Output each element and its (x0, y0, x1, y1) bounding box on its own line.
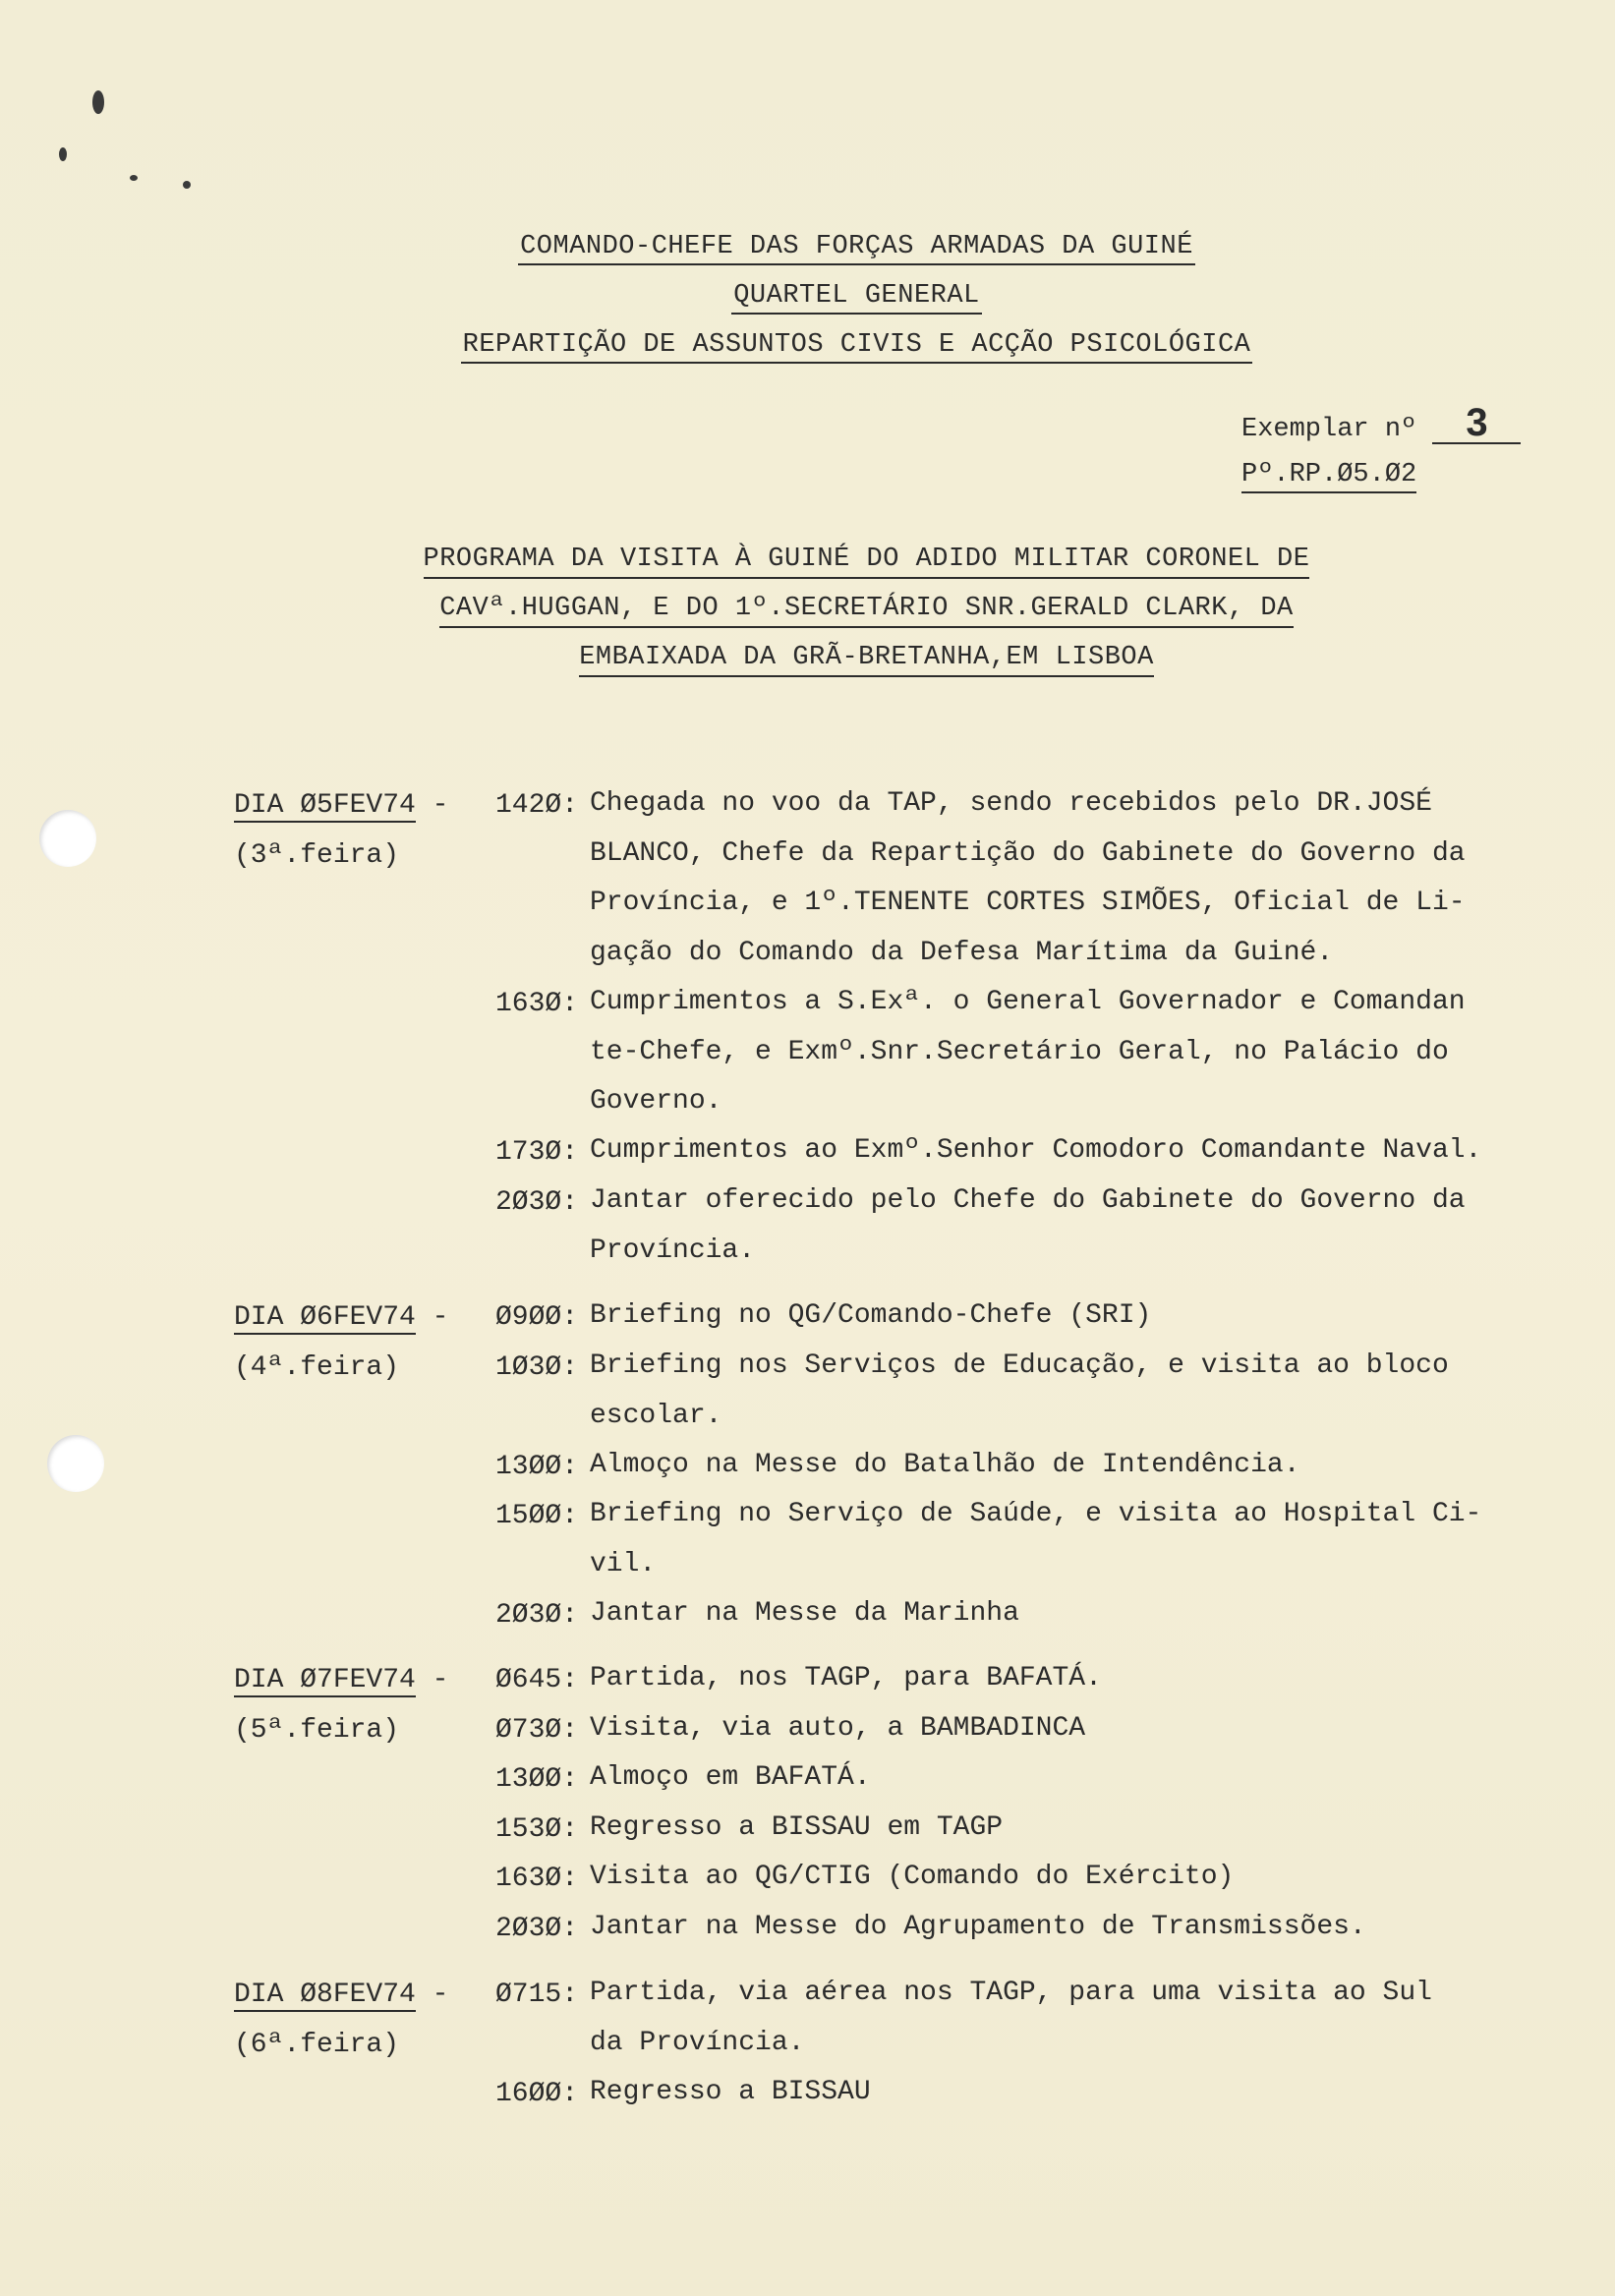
day-date: DIA Ø7FEV74 (234, 1665, 416, 1695)
entry-time: 16ØØ: (494, 2079, 578, 2109)
entry-time: 13ØØ: (494, 1764, 578, 1795)
day-label: DIA Ø6FEV74 - (234, 1302, 449, 1333)
entry-time: 173Ø: (494, 1137, 578, 1168)
exemplar-block (1241, 403, 1521, 444)
entry-time: 2Ø3Ø: (494, 1187, 578, 1218)
title-text-3: EMBAIXADA DA GRÃ-BRETANHA,EM LISBOA (579, 643, 1154, 677)
entry-line: Almoço na Messe do Batalhão de Intendência. (590, 1450, 1300, 1480)
entry-description (590, 779, 1548, 978)
entry-line: vil. (590, 1548, 657, 1579)
ink-speck (92, 90, 104, 114)
day-date: DIA Ø5FEV74 (234, 790, 416, 821)
entry-line: Briefing no Serviço de Saúde, e visita ao Hospital Ci- (590, 1499, 1482, 1529)
entry-description (590, 1969, 1548, 2068)
entry-time: 153Ø: (494, 1814, 578, 1845)
day-weekday: (4ª.feira) (234, 1352, 400, 1383)
title-line-2 (0, 594, 1615, 623)
entry-time: Ø715: (494, 1980, 578, 2010)
header-line-3 (0, 330, 1615, 360)
day-weekday: (3ª.feira) (234, 840, 400, 871)
entry-description (590, 1177, 1548, 1276)
punch-hole-top (39, 810, 96, 867)
entry-description (590, 1853, 1548, 1903)
day-date: DIA Ø8FEV74 (234, 1980, 416, 2010)
day-label: DIA Ø7FEV74 - (234, 1665, 449, 1695)
entry-time: 2Ø3Ø: (494, 1600, 578, 1631)
entry-line: Regresso a BISSAU em TAGP (590, 1812, 1004, 1843)
day-label: DIA Ø5FEV74 - (234, 790, 449, 821)
entry-line: BLANCO, Chefe da Repartição do Gabinete do Governo da (590, 837, 1466, 869)
ink-speck (183, 181, 191, 189)
entry-description (590, 1589, 1548, 1639)
entry-description (590, 1804, 1548, 1854)
title-text-2: CAVª.HUGGAN, E DO 1º.SECRETÁRIO SNR.GERALD CLARK, DA (439, 594, 1294, 628)
entry-line: Briefing no QG/Comando-Chefe (SRI) (590, 1300, 1152, 1331)
entry-time: 1Ø3Ø: (494, 1352, 578, 1383)
entry-description (590, 978, 1548, 1127)
entry-line: Chegada no voo da TAP, sendo recebidos pelo DR.JOSÉ (590, 788, 1432, 819)
entry-description (590, 1753, 1548, 1804)
entry-line: Jantar na Messe do Agrupamento de Transmissões. (590, 1912, 1366, 1942)
header-reparticao: REPARTIÇÃO DE ASSUNTOS CIVIS E ACÇÃO PSICOLÓGICA (461, 330, 1253, 364)
exemplar-number: 3 (1432, 403, 1521, 444)
header-org-name: COMANDO-CHEFE DAS FORÇAS ARMADAS DA GUINÉ (518, 232, 1195, 265)
entry-description (590, 1126, 1548, 1177)
day-date: DIA Ø6FEV74 (234, 1302, 416, 1333)
day-label: DIA Ø8FEV74 - (234, 1980, 449, 2010)
entry-line: Jantar oferecido pelo Chefe do Gabinete do Governo da (590, 1185, 1466, 1216)
entry-line: Jantar na Messe da Marinha (590, 1598, 1019, 1629)
entry-description (590, 1292, 1548, 1342)
ink-speck (130, 175, 138, 181)
entry-line: Governo. (590, 1086, 722, 1117)
entry-time: Ø645: (494, 1665, 578, 1695)
entry-time: 13ØØ: (494, 1452, 578, 1482)
entry-line: Almoço em BAFATÁ. (590, 1762, 871, 1793)
entry-line: Visita ao QG/CTIG (Comando do Exército) (590, 1862, 1235, 1892)
entry-time: 142Ø: (494, 790, 578, 821)
title-text-1: PROGRAMA DA VISITA À GUINÉ DO ADIDO MILITAR CORONEL DE (424, 545, 1310, 579)
title-line-3 (0, 643, 1615, 672)
entry-description (590, 1654, 1548, 1704)
title-line-1 (0, 545, 1615, 574)
entry-line: Província. (590, 1234, 756, 1266)
entry-description (590, 2068, 1548, 2118)
header-line-1 (0, 232, 1615, 261)
header-line-2 (0, 281, 1615, 311)
exemplar-label: Exemplar nº (1241, 415, 1417, 444)
entry-time: 2Ø3Ø: (494, 1914, 578, 1944)
entry-line: Briefing nos Serviços de Educação, e visita ao bloco (590, 1350, 1449, 1381)
entry-time: 163Ø: (494, 989, 578, 1019)
entry-time: Ø73Ø: (494, 1715, 578, 1746)
punch-hole-bottom (47, 1435, 104, 1492)
reference-code: Pº.RP.Ø5.Ø2 (1241, 460, 1416, 493)
entry-description (590, 1490, 1548, 1589)
entry-time: 163Ø: (494, 1864, 578, 1894)
entry-line: Cumprimentos a S.Exª. o General Governador e Comandan (590, 987, 1466, 1017)
day-weekday: (5ª.feira) (234, 1715, 400, 1746)
entry-line: da Província. (590, 2027, 805, 2058)
entry-description (590, 1704, 1548, 1754)
entry-line: gação do Comando da Defesa Marítima da Guiné. (590, 937, 1334, 968)
header-quartel: QUARTEL GENERAL (731, 281, 982, 315)
entry-line: Província, e 1º.TENENTE CORTES SIMÕES, Oficial de Li- (590, 888, 1466, 918)
entry-line: escolar. (590, 1400, 722, 1431)
entry-line: Cumprimentos ao Exmº.Senhor Comodoro Comandante Naval. (590, 1135, 1482, 1166)
entry-line: te-Chefe, e Exmº.Snr.Secretário Geral, no Palácio do (590, 1036, 1449, 1067)
entry-time: 15ØØ: (494, 1501, 578, 1531)
entry-line: Partida, nos TAGP, para BAFATÁ. (590, 1663, 1102, 1693)
entry-line: Regresso a BISSAU (590, 2077, 871, 2107)
entry-time: Ø9ØØ: (494, 1302, 578, 1333)
ink-speck (59, 147, 67, 161)
entry-description (590, 1342, 1548, 1441)
day-weekday: (6ª.feira) (234, 2030, 400, 2060)
entry-description (590, 1441, 1548, 1491)
entry-line: Visita, via auto, a BAMBADINCA (590, 1713, 1086, 1744)
entry-description (590, 1903, 1548, 1953)
entry-line: Partida, via aérea nos TAGP, para uma visita ao Sul (590, 1978, 1432, 2008)
